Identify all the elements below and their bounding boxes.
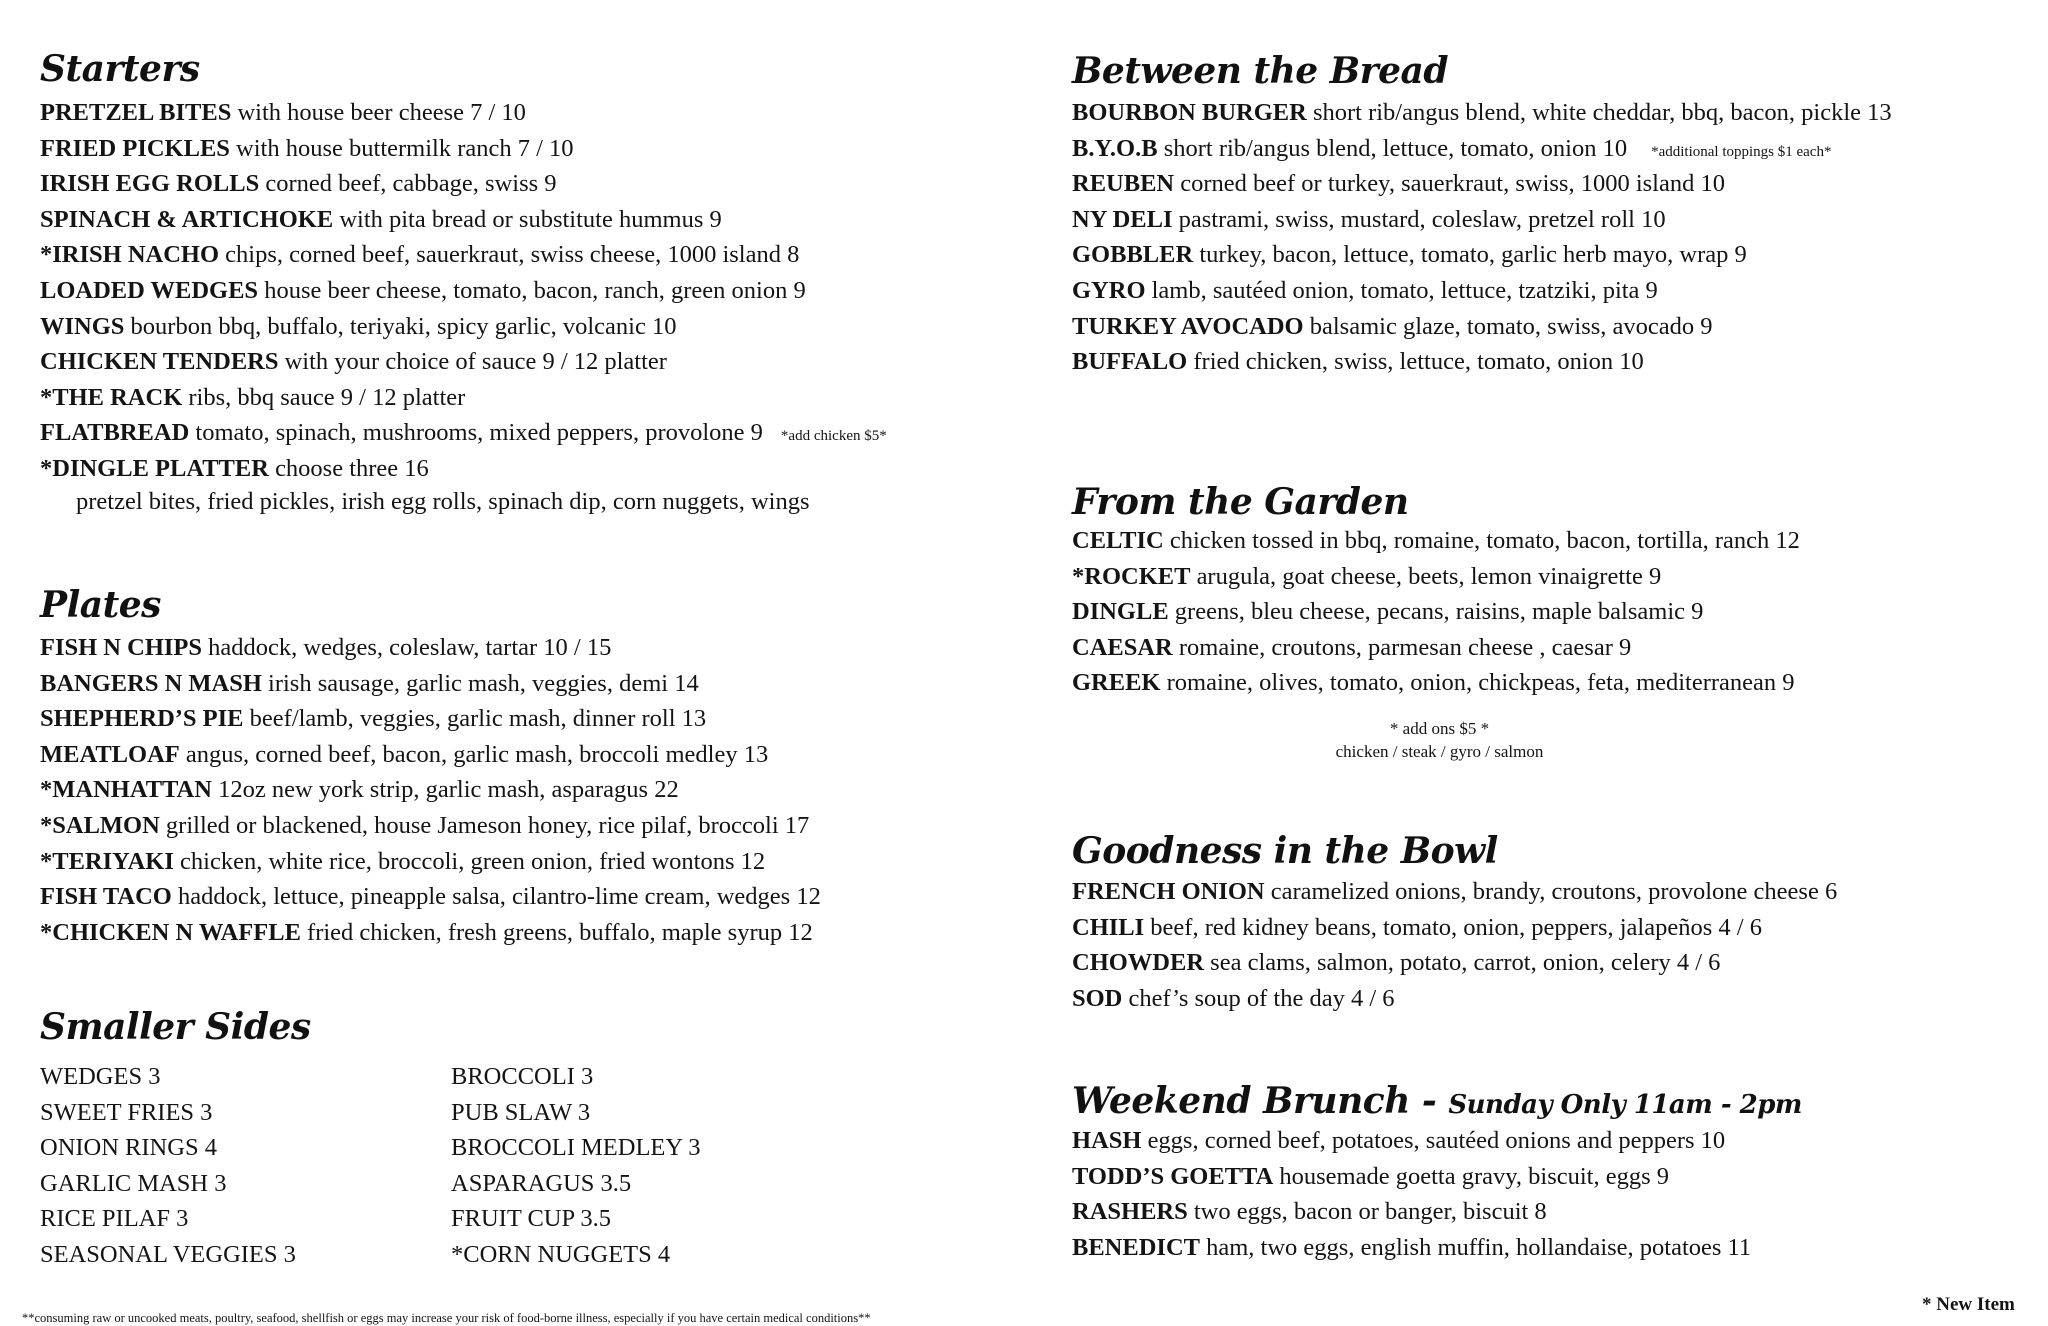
side-item: SWEET FRIES 3 <box>40 1098 213 1126</box>
menu-item: *TERIYAKI chicken, white rice, broccoli, green onion, fried wontons 12 <box>40 847 766 875</box>
starters-list <box>40 95 887 517</box>
side-item: BROCCOLI MEDLEY 3 <box>451 1134 701 1162</box>
brunch-title: Weekend Brunch - <box>1072 1080 1449 1122</box>
menu-item: MEATLOAF angus, corned beef, bacon, garlic mash, broccoli medley 13 <box>40 740 769 768</box>
menu-item: PRETZEL BITES with house beer cheese 7 / 10 <box>40 99 526 126</box>
side-item: FRUIT CUP 3.5 <box>451 1205 611 1233</box>
brunch-subtitle: Sunday Only 11am - 2pm <box>1448 1090 1802 1120</box>
menu-item: DINGLE greens, bleu cheese, pecans, raisins, maple balsamic 9 <box>1072 598 1704 626</box>
side-item: ONION RINGS 4 <box>40 1134 217 1162</box>
bowl-heading: Goodness in the Bowl <box>1072 830 1498 872</box>
side-item: GARLIC MASH 3 <box>40 1169 227 1197</box>
menu-item: WINGS bourbon bbq, buffalo, teriyaki, spicy garlic, volcanic 10 <box>40 312 677 340</box>
menu-item: *CHICKEN N WAFFLE fried chicken, fresh greens, buffalo, maple syrup 12 <box>40 918 813 946</box>
side-item: RICE PILAF 3 <box>40 1205 189 1233</box>
menu-item: TODD’S GOETTA housemade goetta gravy, biscuit, eggs 9 <box>1072 1162 1670 1190</box>
new-item-legend: * New Item <box>1922 1294 2015 1315</box>
menu-item: FRENCH ONION caramelized onions, brandy, croutons, provolone cheese 6 <box>1072 878 1838 905</box>
menu-item: *THE RACK ribs, bbq sauce 9 / 12 platter <box>40 383 466 411</box>
garden-addons <box>1072 717 1807 763</box>
menu-item: BANGERS N MASH irish sausage, garlic mash, veggies, demi 14 <box>40 669 699 697</box>
menu-item: CHILI beef, red kidney beans, tomato, onion, peppers, jalapeños 4 / 6 <box>1072 913 1762 941</box>
menu-item: GOBBLER turkey, bacon, lettuce, tomato, garlic herb mayo, wrap 9 <box>1072 241 1747 269</box>
menu-item: BOURBON BURGER short rib/angus blend, white cheddar, bbq, bacon, pickle 13 <box>1072 99 1892 126</box>
starters-heading: Starters <box>40 48 200 90</box>
menu-item: FISH N CHIPS haddock, wedges, coleslaw, tartar 10 / 15 <box>40 634 612 661</box>
side-item: SEASONAL VEGGIES 3 <box>40 1240 296 1268</box>
sides-heading: Smaller Sides <box>40 1006 311 1048</box>
sides-list-right <box>451 1059 881 1273</box>
brunch-list <box>1072 1123 1751 1265</box>
menu-item: FISH TACO haddock, lettuce, pineapple salsa, cilantro-lime cream, wedges 12 <box>40 883 821 911</box>
plates-heading: Plates <box>40 584 161 626</box>
menu-item: TURKEY AVOCADO balsamic glaze, tomato, swiss, avocado 9 <box>1072 312 1713 340</box>
menu-item: B.Y.O.B short rib/angus blend, lettuce, tomato, onion 10 *additional toppings $1 each* <box>1072 134 1832 162</box>
menu-item: RASHERS two eggs, bacon or banger, biscuit 8 <box>1072 1198 1547 1226</box>
menu-item: SPINACH & ARTICHOKE with pita bread or substitute hummus 9 <box>40 205 722 233</box>
menu-item: HASH eggs, corned beef, potatoes, sautéed onions and peppers 10 <box>1072 1127 1726 1154</box>
menu-item: *MANHATTAN 12oz new york strip, garlic mash, asparagus 22 <box>40 776 679 804</box>
side-item: *CORN NUGGETS 4 <box>451 1240 671 1268</box>
bread-list <box>1072 95 1892 380</box>
garden-heading: From the Garden <box>1072 481 1409 523</box>
menu-item: CAESAR romaine, croutons, parmesan cheese , caesar 9 <box>1072 633 1632 661</box>
side-item: ASPARAGUS 3.5 <box>451 1169 632 1197</box>
menu-item: IRISH EGG ROLLS corned beef, cabbage, swiss 9 <box>40 170 557 198</box>
menu-item: LOADED WEDGES house beer cheese, tomato, bacon, ranch, green onion 9 <box>40 276 806 304</box>
menu-item: CHICKEN TENDERS with your choice of sauce 9 / 12 platter <box>40 348 667 376</box>
menu-item: *ROCKET arugula, goat cheese, beets, lemon vinaigrette 9 <box>1072 562 1662 590</box>
menu-item: NY DELI pastrami, swiss, mustard, coleslaw, pretzel roll 10 <box>1072 205 1666 233</box>
menu-item: CELTIC chicken tossed in bbq, romaine, tomato, bacon, tortilla, ranch 12 <box>1072 527 1800 554</box>
menu-item: GREEK romaine, olives, tomato, onion, chickpeas, feta, mediterranean 9 <box>1072 669 1795 697</box>
menu-item: CHOWDER sea clams, salmon, potato, carrot, onion, celery 4 / 6 <box>1072 949 1721 977</box>
menu-item: REUBEN corned beef or turkey, sauerkraut, swiss, 1000 island 10 <box>1072 170 1725 198</box>
side-item: PUB SLAW 3 <box>451 1098 591 1126</box>
menu-item: *SALMON grilled or blackened, house Jameson honey, rice pilaf, broccoli 17 <box>40 811 810 839</box>
menu-item: BUFFALO fried chicken, swiss, lettuce, tomato, onion 10 <box>1072 348 1644 376</box>
menu-item: FRIED PICKLES with house buttermilk ranch 7 / 10 <box>40 134 574 162</box>
plates-list <box>40 630 821 950</box>
menu-item: SOD chef’s soup of the day 4 / 6 <box>1072 984 1395 1012</box>
menu-item: SHEPHERD’S PIE beef/lamb, veggies, garlic mash, dinner roll 13 <box>40 705 707 733</box>
garden-list <box>1072 523 1800 701</box>
bread-heading: Between the Bread <box>1072 50 1449 92</box>
side-item: BROCCOLI 3 <box>451 1063 594 1090</box>
sides-list-left <box>40 1059 470 1273</box>
food-safety-disclaimer: **consuming raw or uncooked meats, poultry, seafood, shellfish or eggs may increase your risk of food-borne illness, especially if you have certain medical conditions** <box>22 1311 871 1325</box>
platter-detail: pretzel bites, fried pickles, irish egg rolls, spinach dip, corn nuggets, wings <box>76 487 810 515</box>
item-note: *add chicken $5* <box>780 428 887 445</box>
menu-item: FLATBREAD tomato, spinach, mushrooms, mixed peppers, provolone 9 *add chicken $5* <box>40 419 887 447</box>
menu-item: GYRO lamb, sautéed onion, tomato, lettuce, tzatziki, pita 9 <box>1072 276 1658 304</box>
menu-item: BENEDICT ham, two eggs, english muffin, hollandaise, potatoes 11 <box>1072 1233 1752 1261</box>
bowl-list <box>1072 874 1837 1016</box>
menu-item: *IRISH NACHO chips, corned beef, sauerkraut, swiss cheese, 1000 island 8 <box>40 241 800 269</box>
addons-options: chicken / steak / gyro / salmon <box>1335 742 1544 761</box>
item-note: *additional toppings $1 each* <box>1651 143 1832 160</box>
brunch-heading <box>1072 1080 1802 1126</box>
side-item: WEDGES 3 <box>40 1063 161 1090</box>
menu-item: *DINGLE PLATTER choose three 16 <box>40 454 429 482</box>
addons-title: * add ons $5 * <box>1389 719 1490 738</box>
